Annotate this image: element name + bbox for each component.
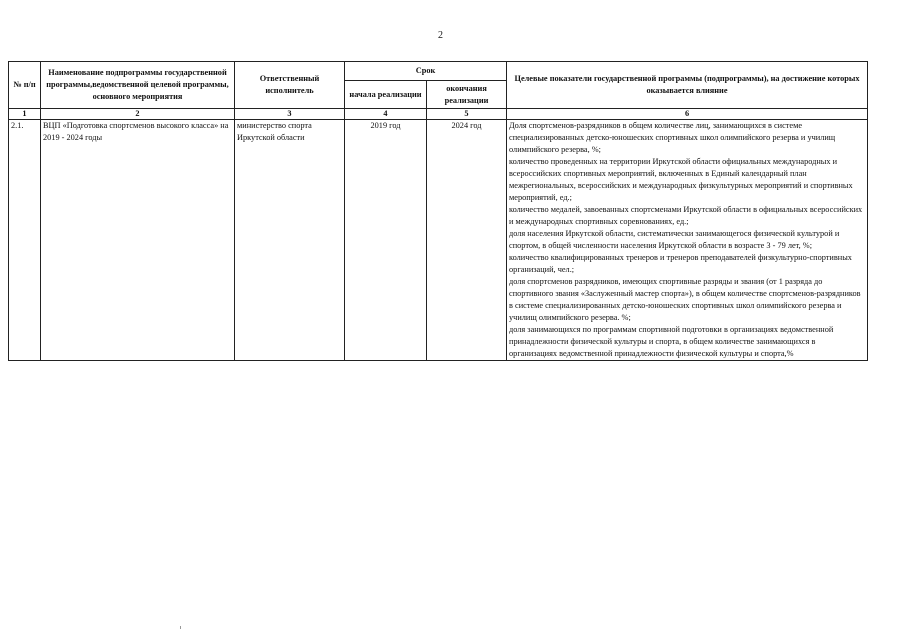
column-number: 5: [427, 109, 507, 120]
header-executor: Ответственный исполнитель: [235, 62, 345, 109]
indicator-item: количество квалифицированных тренеров и тренеров преподавателей физкультурно-спортивных организаций, чел.;: [509, 253, 852, 274]
indicator-item: доля населения Иркутской области, систематически занимающегося физической культурой и спортом, в общей численности населения Иркутской области в возрасте 3 - 79 лет, %;: [509, 229, 840, 250]
header-name: Наименование подпрограммы государственной программы,ведомственной целевой программы, основного мероприятия: [41, 62, 235, 109]
program-table: [8, 61, 868, 361]
header-term-end: окончания реализации: [427, 81, 507, 109]
header-term: Срок: [345, 62, 507, 81]
row-executor: министерство спорта Иркутской области: [235, 120, 345, 361]
table-row: [9, 120, 868, 361]
header-row: [9, 62, 868, 81]
scan-mark: [180, 626, 181, 629]
page-number: 2: [438, 30, 443, 41]
header-indicators: Целевые показатели государственной программы (подпрограммы), на достижение которых оказывается влияние: [507, 62, 868, 109]
header-num: № п/п: [9, 62, 41, 109]
indicator-item: количество проведенных на территории Иркутской области официальных международных и всероссийских спортивных мероприятий, включенных в Единый календарный план межрегиональных, всероссийских и международных физкультурных мероприятий и спортивных мероприятий, ед.;: [509, 157, 853, 202]
row-start: 2019 год: [345, 120, 427, 361]
column-number: 4: [345, 109, 427, 120]
indicator-item: Доля спортсменов-разрядников в общем количестве лиц, занимающихся в системе специализированных детско-юношеских спортивных школ олимпийского резерва и училищ олимпийского резерва, %;: [509, 121, 836, 154]
column-number: 1: [9, 109, 41, 120]
column-number: 3: [235, 109, 345, 120]
indicator-item: доля занимающихся по программам спортивной подготовки в организациях ведомственной принадлежности физической культуры и спорта, в общем количестве занимающихся в организациях ведомственной принадлежности физической культуры и спорта,%: [509, 325, 834, 358]
row-name: ВЦП «Подготовка спортсменов высокого класса» на 2019 - 2024 годы: [41, 120, 235, 361]
indicator-item: количество медалей, завоеванных спортсменами Иркутской области в официальных всероссийских и международных спортивных соревнованиях, ед.;: [509, 205, 863, 226]
row-indicators: [507, 120, 868, 361]
row-end: 2024 год: [427, 120, 507, 361]
row-number: 2.1.: [9, 120, 41, 361]
header-term-start: начала реализации: [345, 81, 427, 109]
column-number: 2: [41, 109, 235, 120]
indicator-item: доля спортсменов разрядников, имеющих спортивные разряды и звания (от 1 разряда до спортивного звания «Заслуженный мастер спорта»), в общем количестве спортсменов-разрядников в системе специализированных детско-юношеских спортивных школ олимпийского резерва и училищ олимпийского резерва. %;: [509, 277, 861, 322]
column-number: 6: [507, 109, 868, 120]
column-number-row: [9, 109, 868, 120]
